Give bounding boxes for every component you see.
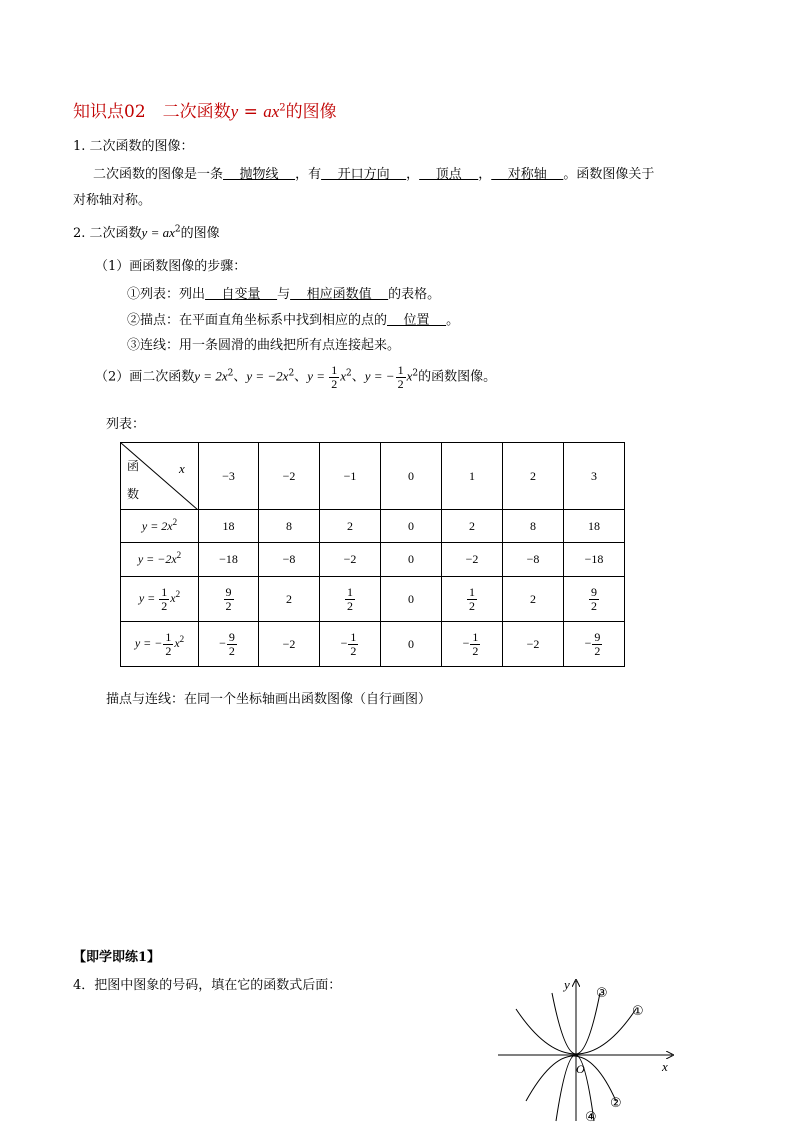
s2-heading: 2. 二次函数$y = ax^2$的图像 bbox=[73, 224, 220, 241]
x-header: −1 bbox=[320, 443, 381, 510]
table-cell: $\frac{1}{2}$ bbox=[320, 577, 381, 622]
table-cell: −2 bbox=[259, 622, 320, 667]
label-4: ④ bbox=[585, 1110, 597, 1123]
x-header: 1 bbox=[442, 443, 503, 510]
x-header: 0 bbox=[381, 443, 442, 510]
table-cell: − $\frac{1}{2}$ bbox=[442, 622, 503, 667]
s1-paragraph: 二次函数的图像是一条 抛物线 ，有 开口方向 ， 顶点 ， 对称轴 。函数图像关于 bbox=[93, 167, 655, 182]
table-cell: 8 bbox=[259, 510, 320, 543]
table-cell: 8 bbox=[503, 510, 564, 543]
parabola-graph bbox=[490, 975, 690, 1123]
table-cell: −2 bbox=[320, 543, 381, 577]
s1-line2: 对称轴对称。 bbox=[73, 193, 152, 208]
label-3: ③ bbox=[596, 986, 608, 1001]
plot-note: 描点与连线：在同一个坐标轴画出函数图像（自行画图） bbox=[106, 692, 432, 707]
table-cell: 0 bbox=[381, 577, 442, 622]
step3: ③连线：用一条圆滑的曲线把所有点连接起来。 bbox=[127, 338, 401, 353]
label-1: ① bbox=[632, 1004, 644, 1019]
exercise-question: 4．把图中图象的号码，填在它的函数式后面： bbox=[73, 978, 342, 993]
table-cell: 0 bbox=[381, 543, 442, 577]
table-corner: 函 数 x bbox=[121, 443, 199, 510]
table-cell: −18 bbox=[564, 543, 625, 577]
origin-label: O bbox=[576, 1062, 585, 1076]
value-table bbox=[120, 442, 625, 667]
x-header: −2 bbox=[259, 443, 320, 510]
x-label: x bbox=[662, 1059, 668, 1074]
exercise-tag: 【即学即练1】 bbox=[73, 950, 161, 965]
step1: ①列表：列出 自变量 与 相应函数值 的表格。 bbox=[127, 287, 441, 302]
table-cell: 2 bbox=[320, 510, 381, 543]
table-cell: 18 bbox=[199, 510, 259, 543]
y-label: y bbox=[564, 977, 570, 992]
s2-sub1: （1）画函数图像的步骤： bbox=[95, 259, 247, 274]
x-header: −3 bbox=[199, 443, 259, 510]
label-2: ② bbox=[610, 1096, 622, 1111]
table-cell: −18 bbox=[199, 543, 259, 577]
row-label: y = − $\frac{1}{2}$ $x^2$ bbox=[121, 622, 199, 667]
table-cell: $\frac{1}{2}$ bbox=[442, 577, 503, 622]
table-cell: 0 bbox=[381, 622, 442, 667]
step2: ②描点：在平面直角坐标系中找到相应的点的 位置 。 bbox=[127, 313, 460, 328]
row-label: $y = 2x^2$ bbox=[121, 510, 199, 543]
section-title: 知识点02 二次函数$y = ax^2$的图像 bbox=[73, 102, 337, 122]
table-cell: $\frac{9}{2}$ bbox=[564, 577, 625, 622]
table-cell: $\frac{9}{2}$ bbox=[199, 577, 259, 622]
table-cell: −2 bbox=[442, 543, 503, 577]
table-cell: − $\frac{9}{2}$ bbox=[564, 622, 625, 667]
row-label: y = $\frac{1}{2}$ $x^2$ bbox=[121, 577, 199, 622]
table-cell: −8 bbox=[259, 543, 320, 577]
table-cell: − $\frac{1}{2}$ bbox=[320, 622, 381, 667]
table-cell: −2 bbox=[503, 622, 564, 667]
table-cell: 2 bbox=[442, 510, 503, 543]
s2-sub2: （2）画二次函数$y = 2x^2$、$y = -2x^2$、y = $\frac{1}{2}$ $x^2$、y = − $\frac{1}{2}$ $x^2$的函数图像。 bbox=[95, 363, 497, 391]
table-caption: 列表： bbox=[106, 417, 146, 432]
s1-heading: 1. 二次函数的图像： bbox=[73, 139, 194, 154]
table-cell: 2 bbox=[503, 577, 564, 622]
x-header: 3 bbox=[564, 443, 625, 510]
table-cell: 0 bbox=[381, 510, 442, 543]
table-cell: −8 bbox=[503, 543, 564, 577]
row-label: $y = -2x^2$ bbox=[121, 543, 199, 577]
table-cell: 18 bbox=[564, 510, 625, 543]
table-cell: − $\frac{9}{2}$ bbox=[199, 622, 259, 667]
table-cell: 2 bbox=[259, 577, 320, 622]
curve-2 bbox=[526, 1056, 616, 1101]
x-header: 2 bbox=[503, 443, 564, 510]
